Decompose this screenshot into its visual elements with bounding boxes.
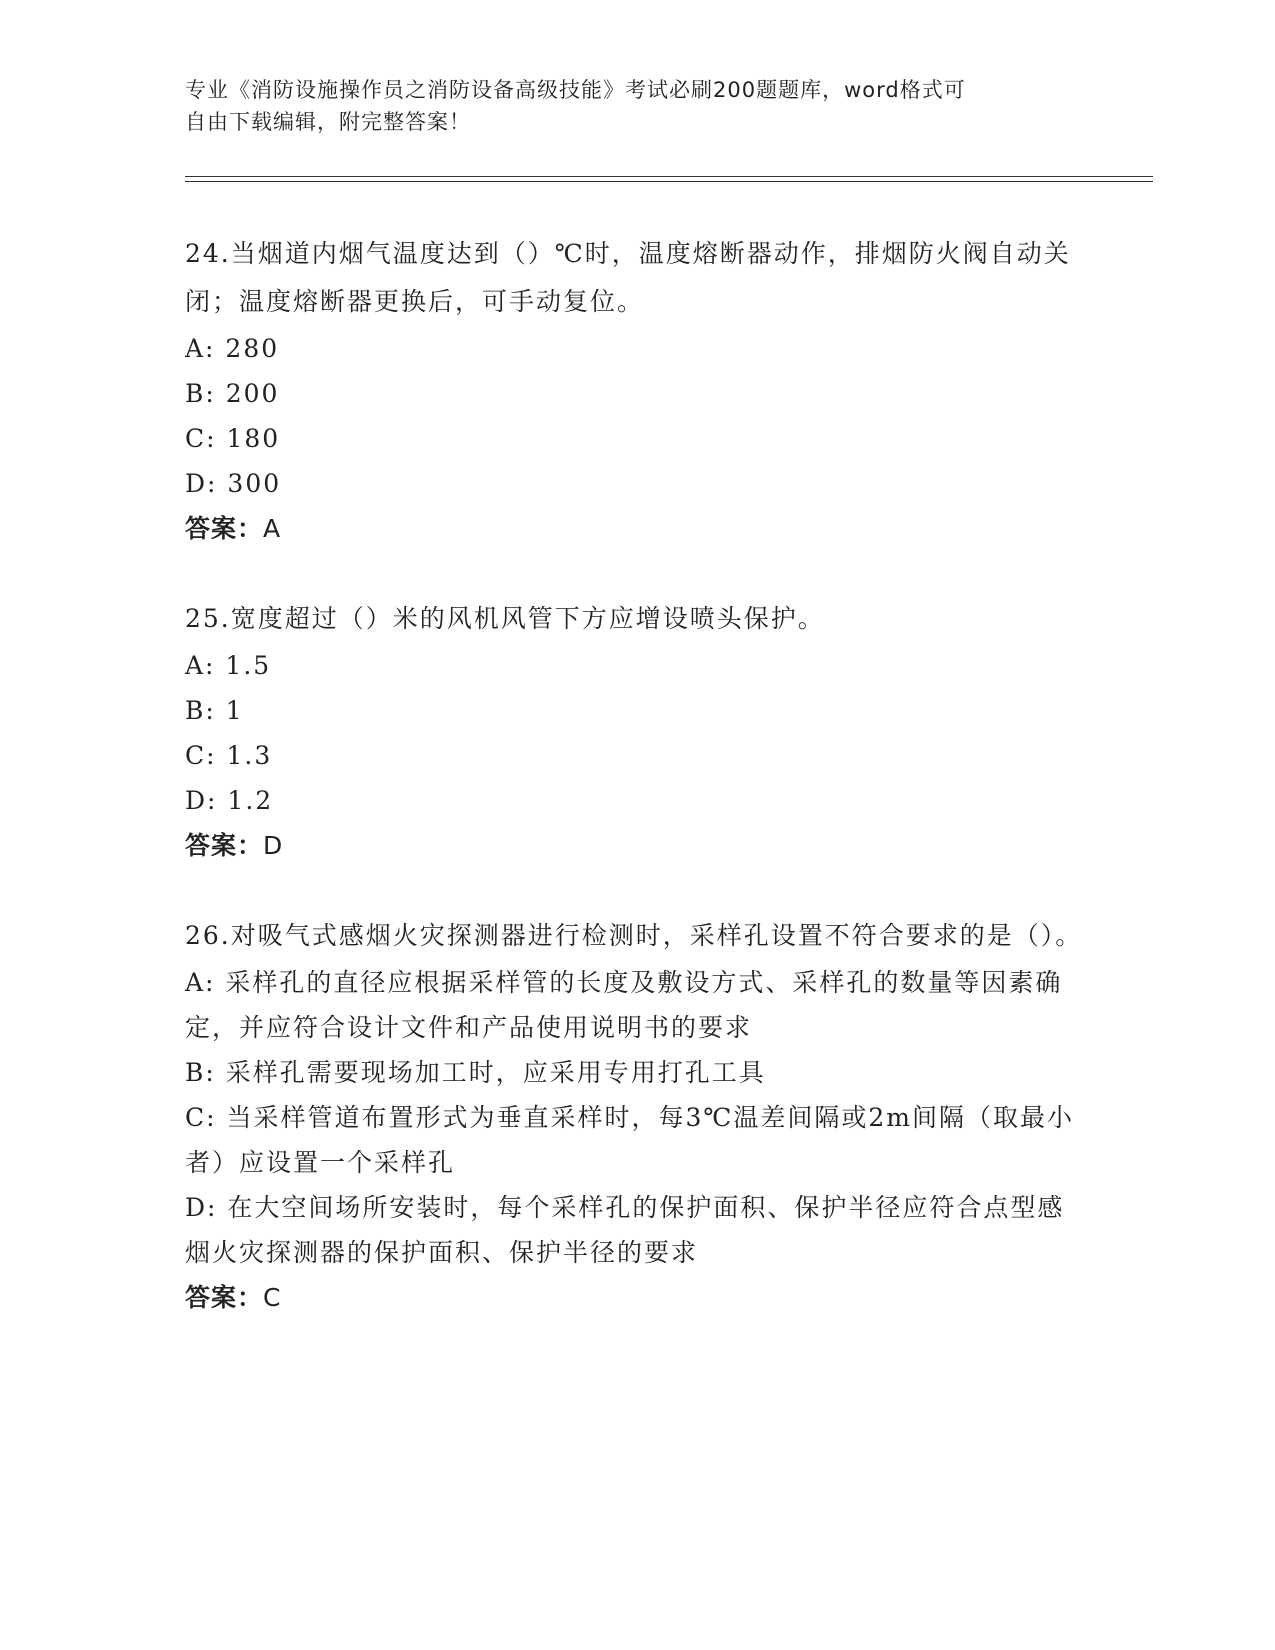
option-a: A: 280 — [185, 334, 280, 363]
answer-line — [185, 823, 1085, 869]
option-c: C: 当采样管道布置形式为垂直采样时，每3℃温差间隔或2m间隔（取最小者）应设置一个采样孔 — [185, 1103, 1074, 1177]
answer-value: A — [263, 514, 282, 543]
answer-line — [185, 506, 1085, 552]
document-header — [185, 74, 1085, 138]
option-a: A: 采样孔的直径应根据采样管的长度及敷设方式、采样孔的数量等因素确定，并应符合设计文件和产品使用说明书的要求 — [185, 968, 1063, 1042]
question-text: 26.对吸气式感烟火灾探测器进行检测时，采样孔设置不符合要求的是（）。 — [185, 921, 1083, 950]
answer-label: 答案： — [185, 1283, 264, 1312]
option-a: A: 1.5 — [185, 651, 272, 680]
question-text: 24.当烟道内烟气温度达到（）℃时，温度熔断器动作，排烟防火阀自动关闭；温度熔断器更换后，可手动复位。 — [185, 239, 1071, 316]
question-25 — [185, 595, 1085, 869]
question-26 — [185, 912, 1085, 1321]
answer-value: C — [263, 1283, 282, 1312]
option-d: D: 300 — [185, 469, 282, 498]
option-c: C: 1.3 — [185, 741, 273, 770]
question-24 — [185, 230, 1085, 552]
header-line-2: 自由下载编辑，附完整答案！ — [185, 110, 471, 134]
option-c: C: 180 — [185, 424, 281, 453]
option-b: B: 1 — [185, 696, 244, 725]
header-divider-top — [185, 176, 1153, 177]
answer-label: 答案： — [185, 831, 264, 860]
answer-value: D — [263, 831, 284, 860]
option-d: D: 1.2 — [185, 786, 274, 815]
header-divider-bottom — [185, 181, 1153, 182]
answer-line — [185, 1275, 1085, 1321]
option-b: B: 200 — [185, 379, 280, 408]
answer-label: 答案： — [185, 514, 264, 543]
option-d: D: 在大空间场所安装时，每个采样孔的保护面积、保护半径应符合点型感烟火灾探测器的保护面积、保护半径的要求 — [185, 1193, 1065, 1267]
question-list — [185, 230, 1085, 1364]
question-text: 25.宽度超过（）米的风机风管下方应增设喷头保护。 — [185, 604, 825, 633]
option-b: B: 采样孔需要现场加工时，应采用专用打孔工具 — [185, 1058, 766, 1087]
header-line-1: 专业《消防设施操作员之消防设备高级技能》考试必刷200题题库，word格式可 — [185, 78, 966, 102]
